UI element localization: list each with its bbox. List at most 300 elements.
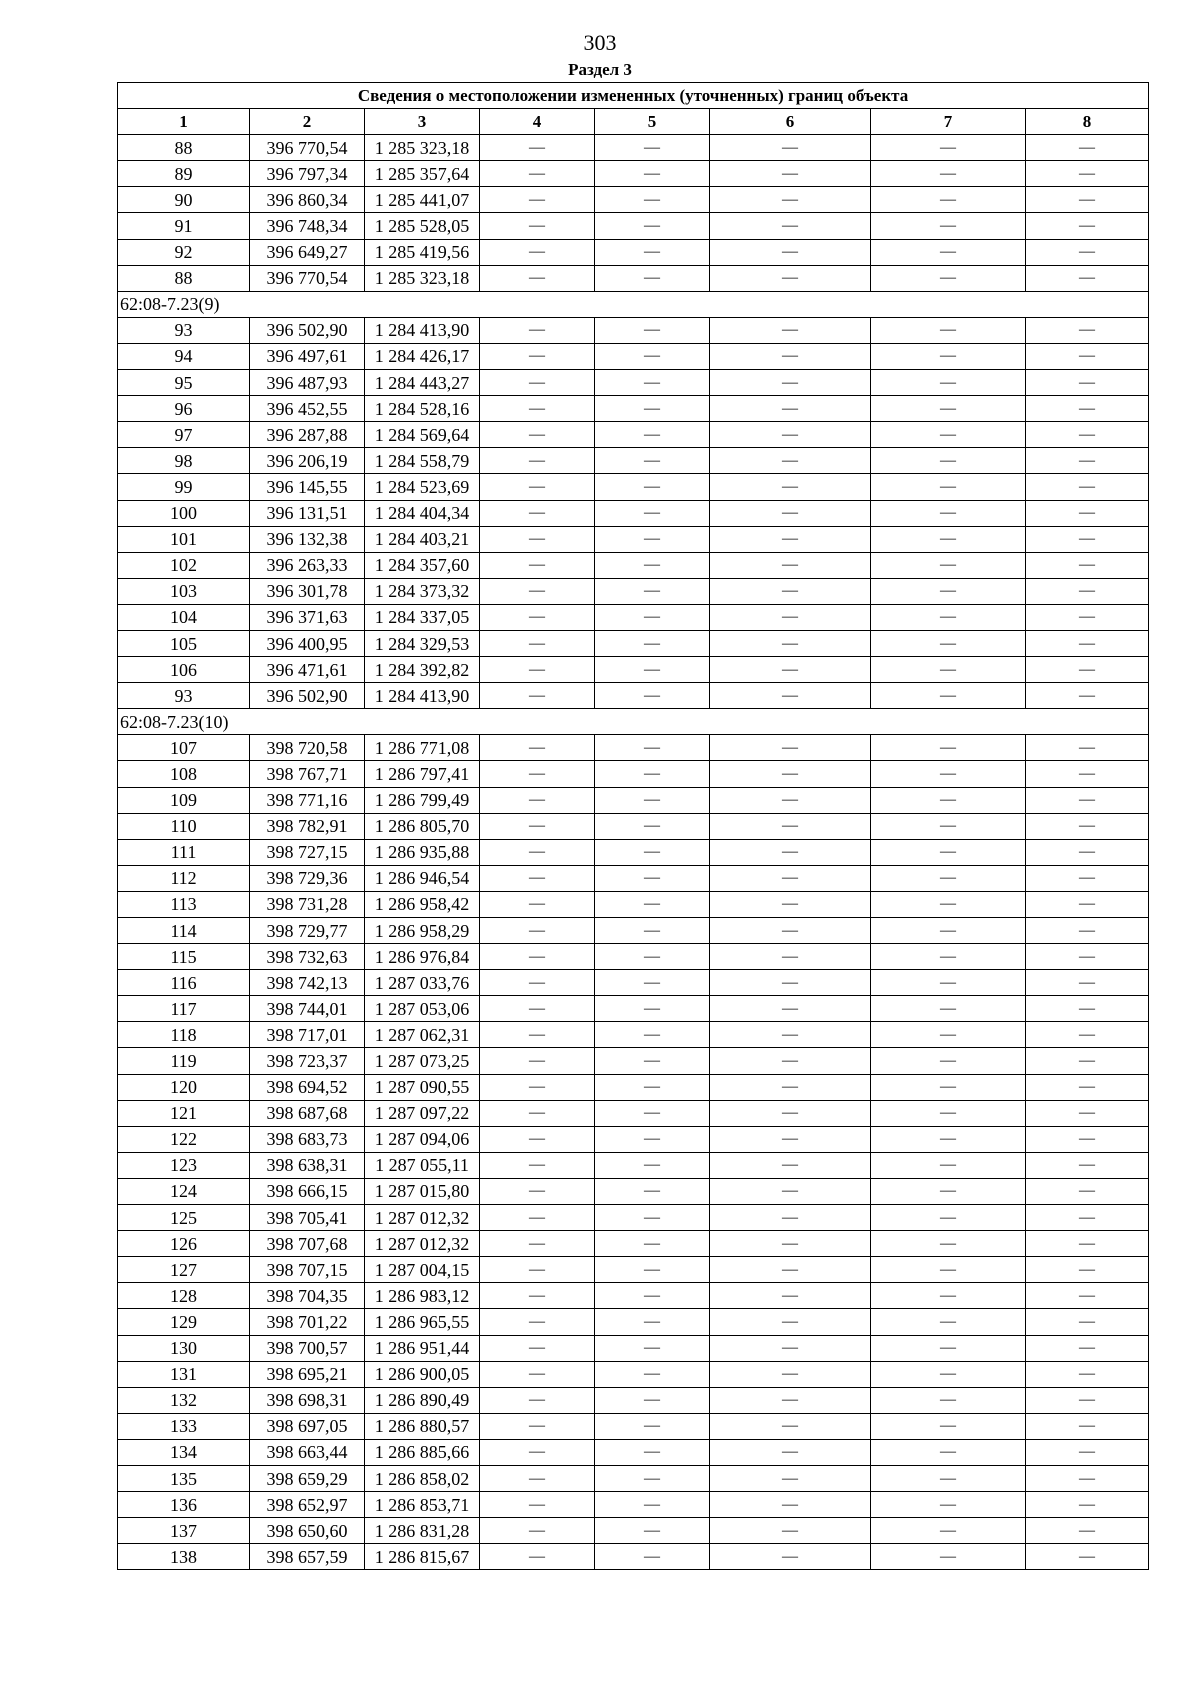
empty-value-cell: — [710, 578, 871, 604]
x-coordinate-cell: 396 487,93 [250, 370, 365, 396]
empty-value-cell: — [595, 239, 710, 265]
empty-value-cell: — [1026, 865, 1149, 891]
empty-value-cell: — [1026, 161, 1149, 187]
y-coordinate-cell: 1 286 946,54 [365, 865, 480, 891]
y-coordinate-cell: 1 286 951,44 [365, 1335, 480, 1361]
empty-value-cell: — [480, 735, 595, 761]
empty-value-cell: — [710, 1518, 871, 1544]
x-coordinate-cell: 398 652,97 [250, 1492, 365, 1518]
empty-value-cell: — [595, 1439, 710, 1465]
point-number-cell: 93 [118, 683, 250, 709]
x-coordinate-cell: 398 695,21 [250, 1361, 365, 1387]
empty-value-cell: — [595, 813, 710, 839]
y-coordinate-cell: 1 284 569,64 [365, 422, 480, 448]
empty-value-cell: — [595, 1100, 710, 1126]
empty-value-cell: — [480, 970, 595, 996]
column-number-row [118, 109, 1149, 135]
table-row [118, 1205, 1149, 1231]
y-coordinate-cell: 1 284 413,90 [365, 683, 480, 709]
empty-value-cell: — [871, 657, 1026, 683]
table-row [118, 944, 1149, 970]
point-number-cell: 125 [118, 1205, 250, 1231]
empty-value-cell: — [480, 187, 595, 213]
table-row [118, 1231, 1149, 1257]
empty-value-cell: — [710, 1283, 871, 1309]
empty-value-cell: — [710, 1205, 871, 1231]
empty-value-cell: — [871, 1413, 1026, 1439]
empty-value-cell: — [1026, 1074, 1149, 1100]
point-number-cell: 130 [118, 1335, 250, 1361]
y-coordinate-cell: 1 286 958,42 [365, 891, 480, 917]
empty-value-cell: — [710, 1309, 871, 1335]
point-number-cell: 89 [118, 161, 250, 187]
point-number-cell: 121 [118, 1100, 250, 1126]
empty-value-cell: — [1026, 1492, 1149, 1518]
empty-value-cell: — [595, 1178, 710, 1204]
page-number: 303 [583, 30, 617, 55]
empty-value-cell: — [595, 552, 710, 578]
point-number-cell: 106 [118, 657, 250, 683]
table-row [118, 1361, 1149, 1387]
x-coordinate-cell: 398 704,35 [250, 1283, 365, 1309]
table-row [118, 1048, 1149, 1074]
table-row [118, 1387, 1149, 1413]
y-coordinate-cell: 1 286 831,28 [365, 1518, 480, 1544]
x-coordinate-cell: 398 700,57 [250, 1335, 365, 1361]
empty-value-cell: — [480, 813, 595, 839]
empty-value-cell: — [480, 239, 595, 265]
point-number-cell: 107 [118, 735, 250, 761]
table-row [118, 630, 1149, 656]
empty-value-cell: — [480, 422, 595, 448]
empty-value-cell: — [710, 1048, 871, 1074]
table-row [118, 552, 1149, 578]
point-number-cell: 138 [118, 1544, 250, 1570]
empty-value-cell: — [480, 343, 595, 369]
empty-value-cell: — [871, 552, 1026, 578]
point-number-cell: 103 [118, 578, 250, 604]
y-coordinate-cell: 1 287 012,32 [365, 1231, 480, 1257]
empty-value-cell: — [710, 865, 871, 891]
empty-value-cell: — [710, 1257, 871, 1283]
table-row [118, 1126, 1149, 1152]
parcel-number: 62:08-7.23(10) [118, 709, 1149, 735]
empty-value-cell: — [480, 604, 595, 630]
empty-value-cell: — [871, 1492, 1026, 1518]
empty-value-cell: — [1026, 1100, 1149, 1126]
empty-value-cell: — [871, 813, 1026, 839]
empty-value-cell: — [710, 604, 871, 630]
x-coordinate-cell: 398 771,16 [250, 787, 365, 813]
column-number: 3 [365, 109, 480, 135]
x-coordinate-cell: 398 659,29 [250, 1465, 365, 1491]
table-row [118, 1152, 1149, 1178]
empty-value-cell: — [871, 448, 1026, 474]
empty-value-cell: — [595, 1413, 710, 1439]
x-coordinate-cell: 398 720,58 [250, 735, 365, 761]
empty-value-cell: — [595, 1126, 710, 1152]
x-coordinate-cell: 398 744,01 [250, 996, 365, 1022]
empty-value-cell: — [871, 1439, 1026, 1465]
table-row [118, 265, 1149, 291]
x-coordinate-cell: 398 729,77 [250, 918, 365, 944]
empty-value-cell: — [1026, 657, 1149, 683]
empty-value-cell: — [480, 1074, 595, 1100]
column-number: 5 [595, 109, 710, 135]
table-row [118, 1283, 1149, 1309]
table-row [118, 1518, 1149, 1544]
x-coordinate-cell: 396 452,55 [250, 396, 365, 422]
y-coordinate-cell: 1 284 404,34 [365, 500, 480, 526]
empty-value-cell: — [1026, 839, 1149, 865]
point-number-cell: 117 [118, 996, 250, 1022]
x-coordinate-cell: 398 638,31 [250, 1152, 365, 1178]
empty-value-cell: — [710, 1100, 871, 1126]
y-coordinate-cell: 1 287 062,31 [365, 1022, 480, 1048]
empty-value-cell: — [871, 604, 1026, 630]
y-coordinate-cell: 1 285 357,64 [365, 161, 480, 187]
empty-value-cell: — [710, 1439, 871, 1465]
x-coordinate-cell: 398 697,05 [250, 1413, 365, 1439]
x-coordinate-cell: 398 705,41 [250, 1205, 365, 1231]
empty-value-cell: — [710, 683, 871, 709]
point-number-cell: 90 [118, 187, 250, 213]
empty-value-cell: — [871, 970, 1026, 996]
empty-value-cell: — [480, 1309, 595, 1335]
empty-value-cell: — [595, 135, 710, 161]
point-number-cell: 113 [118, 891, 250, 917]
empty-value-cell: — [480, 1022, 595, 1048]
empty-value-cell: — [710, 1152, 871, 1178]
empty-value-cell: — [710, 918, 871, 944]
y-coordinate-cell: 1 284 392,82 [365, 657, 480, 683]
empty-value-cell: — [480, 1387, 595, 1413]
point-number-cell: 119 [118, 1048, 250, 1074]
empty-value-cell: — [1026, 1126, 1149, 1152]
empty-value-cell: — [1026, 1335, 1149, 1361]
point-number-cell: 126 [118, 1231, 250, 1257]
empty-value-cell: — [480, 370, 595, 396]
empty-value-cell: — [1026, 1387, 1149, 1413]
empty-value-cell: — [595, 630, 710, 656]
empty-value-cell: — [710, 996, 871, 1022]
table-row [118, 1544, 1149, 1570]
empty-value-cell: — [710, 135, 871, 161]
y-coordinate-cell: 1 284 426,17 [365, 343, 480, 369]
empty-value-cell: — [595, 448, 710, 474]
point-number-cell: 93 [118, 317, 250, 343]
empty-value-cell: — [1026, 526, 1149, 552]
point-number-cell: 128 [118, 1283, 250, 1309]
table-row [118, 891, 1149, 917]
empty-value-cell: — [710, 1022, 871, 1048]
x-coordinate-cell: 398 707,15 [250, 1257, 365, 1283]
table-row [118, 996, 1149, 1022]
empty-value-cell: — [595, 1387, 710, 1413]
empty-value-cell: — [595, 1518, 710, 1544]
point-number-cell: 132 [118, 1387, 250, 1413]
empty-value-cell: — [871, 1231, 1026, 1257]
empty-value-cell: — [595, 1152, 710, 1178]
point-number-cell: 99 [118, 474, 250, 500]
y-coordinate-cell: 1 286 799,49 [365, 787, 480, 813]
empty-value-cell: — [710, 526, 871, 552]
table-row [118, 187, 1149, 213]
point-number-cell: 102 [118, 552, 250, 578]
table-caption-row [118, 83, 1149, 109]
y-coordinate-cell: 1 286 890,49 [365, 1387, 480, 1413]
empty-value-cell: — [871, 474, 1026, 500]
empty-value-cell: — [480, 630, 595, 656]
empty-value-cell: — [1026, 996, 1149, 1022]
empty-value-cell: — [480, 552, 595, 578]
point-number-cell: 95 [118, 370, 250, 396]
empty-value-cell: — [1026, 135, 1149, 161]
empty-value-cell: — [871, 187, 1026, 213]
empty-value-cell: — [595, 1309, 710, 1335]
empty-value-cell: — [710, 187, 871, 213]
table-row [118, 657, 1149, 683]
empty-value-cell: — [1026, 1205, 1149, 1231]
empty-value-cell: — [1026, 578, 1149, 604]
column-number: 2 [250, 109, 365, 135]
empty-value-cell: — [595, 970, 710, 996]
table-row [118, 1413, 1149, 1439]
empty-value-cell: — [1026, 1178, 1149, 1204]
table-row [118, 970, 1149, 996]
empty-value-cell: — [1026, 761, 1149, 787]
empty-value-cell: — [871, 630, 1026, 656]
empty-value-cell: — [595, 944, 710, 970]
empty-value-cell: — [710, 1361, 871, 1387]
table-row [118, 1100, 1149, 1126]
empty-value-cell: — [710, 370, 871, 396]
empty-value-cell: — [710, 813, 871, 839]
empty-value-cell: — [480, 761, 595, 787]
empty-value-cell: — [871, 735, 1026, 761]
point-number-cell: 101 [118, 526, 250, 552]
table-caption: Сведения о местоположении измененных (уточненных) границ объекта [118, 83, 1149, 109]
point-number-cell: 94 [118, 343, 250, 369]
y-coordinate-cell: 1 286 880,57 [365, 1413, 480, 1439]
empty-value-cell: — [480, 657, 595, 683]
x-coordinate-cell: 398 729,36 [250, 865, 365, 891]
empty-value-cell: — [480, 1283, 595, 1309]
x-coordinate-cell: 398 683,73 [250, 1126, 365, 1152]
empty-value-cell: — [871, 526, 1026, 552]
table-row [118, 1309, 1149, 1335]
y-coordinate-cell: 1 287 090,55 [365, 1074, 480, 1100]
empty-value-cell: — [871, 891, 1026, 917]
point-number-cell: 124 [118, 1178, 250, 1204]
empty-value-cell: — [595, 657, 710, 683]
point-number-cell: 108 [118, 761, 250, 787]
empty-value-cell: — [480, 1413, 595, 1439]
empty-value-cell: — [871, 1335, 1026, 1361]
point-number-cell: 109 [118, 787, 250, 813]
table-row [118, 343, 1149, 369]
point-number-cell: 137 [118, 1518, 250, 1544]
empty-value-cell: — [1026, 552, 1149, 578]
y-coordinate-cell: 1 286 853,71 [365, 1492, 480, 1518]
empty-value-cell: — [1026, 474, 1149, 500]
point-number-cell: 92 [118, 239, 250, 265]
empty-value-cell: — [480, 578, 595, 604]
empty-value-cell: — [595, 839, 710, 865]
y-coordinate-cell: 1 284 528,16 [365, 396, 480, 422]
table-row [118, 161, 1149, 187]
point-number-cell: 110 [118, 813, 250, 839]
empty-value-cell: — [480, 526, 595, 552]
empty-value-cell: — [871, 161, 1026, 187]
empty-value-cell: — [480, 683, 595, 709]
empty-value-cell: — [871, 839, 1026, 865]
boundary-coordinates-table [117, 82, 1149, 1570]
table-row [118, 1074, 1149, 1100]
parcel-number: 62:08-7.23(9) [118, 291, 1149, 317]
empty-value-cell: — [480, 396, 595, 422]
empty-value-cell: — [1026, 1257, 1149, 1283]
empty-value-cell: — [871, 213, 1026, 239]
empty-value-cell: — [480, 918, 595, 944]
x-coordinate-cell: 396 131,51 [250, 500, 365, 526]
empty-value-cell: — [595, 604, 710, 630]
empty-value-cell: — [480, 265, 595, 291]
empty-value-cell: — [1026, 1283, 1149, 1309]
empty-value-cell: — [595, 683, 710, 709]
empty-value-cell: — [710, 1126, 871, 1152]
point-number-cell: 118 [118, 1022, 250, 1048]
point-number-cell: 123 [118, 1152, 250, 1178]
empty-value-cell: — [710, 630, 871, 656]
x-coordinate-cell: 396 301,78 [250, 578, 365, 604]
empty-value-cell: — [871, 317, 1026, 343]
y-coordinate-cell: 1 286 900,05 [365, 1361, 480, 1387]
y-coordinate-cell: 1 287 073,25 [365, 1048, 480, 1074]
x-coordinate-cell: 396 860,34 [250, 187, 365, 213]
x-coordinate-cell: 396 263,33 [250, 552, 365, 578]
x-coordinate-cell: 396 797,34 [250, 161, 365, 187]
empty-value-cell: — [871, 370, 1026, 396]
x-coordinate-cell: 398 698,31 [250, 1387, 365, 1413]
point-number-cell: 131 [118, 1361, 250, 1387]
table-row [118, 317, 1149, 343]
empty-value-cell: — [480, 1100, 595, 1126]
y-coordinate-cell: 1 286 965,55 [365, 1309, 480, 1335]
empty-value-cell: — [595, 865, 710, 891]
point-number-cell: 88 [118, 265, 250, 291]
empty-value-cell: — [710, 787, 871, 813]
empty-value-cell: — [1026, 970, 1149, 996]
y-coordinate-cell: 1 286 976,84 [365, 944, 480, 970]
empty-value-cell: — [480, 1178, 595, 1204]
column-number: 6 [710, 109, 871, 135]
x-coordinate-cell: 398 727,15 [250, 839, 365, 865]
empty-value-cell: — [595, 213, 710, 239]
empty-value-cell: — [871, 1544, 1026, 1570]
empty-value-cell: — [871, 396, 1026, 422]
empty-value-cell: — [871, 1518, 1026, 1544]
empty-value-cell: — [595, 996, 710, 1022]
empty-value-cell: — [1026, 396, 1149, 422]
point-number-cell: 114 [118, 918, 250, 944]
point-number-cell: 111 [118, 839, 250, 865]
empty-value-cell: — [595, 1361, 710, 1387]
empty-value-cell: — [1026, 604, 1149, 630]
empty-value-cell: — [871, 761, 1026, 787]
point-number-cell: 88 [118, 135, 250, 161]
y-coordinate-cell: 1 286 771,08 [365, 735, 480, 761]
x-coordinate-cell: 398 701,22 [250, 1309, 365, 1335]
empty-value-cell: — [595, 761, 710, 787]
empty-value-cell: — [1026, 683, 1149, 709]
empty-value-cell: — [1026, 1048, 1149, 1074]
empty-value-cell: — [595, 918, 710, 944]
y-coordinate-cell: 1 285 441,07 [365, 187, 480, 213]
table-row [118, 604, 1149, 630]
empty-value-cell: — [1026, 265, 1149, 291]
x-coordinate-cell: 396 770,54 [250, 135, 365, 161]
empty-value-cell: — [871, 1048, 1026, 1074]
x-coordinate-cell: 398 767,71 [250, 761, 365, 787]
y-coordinate-cell: 1 285 528,05 [365, 213, 480, 239]
empty-value-cell: — [595, 578, 710, 604]
y-coordinate-cell: 1 284 558,79 [365, 448, 480, 474]
empty-value-cell: — [1026, 187, 1149, 213]
empty-value-cell: — [1026, 1022, 1149, 1048]
column-number: 8 [1026, 109, 1149, 135]
empty-value-cell: — [871, 422, 1026, 448]
empty-value-cell: — [480, 500, 595, 526]
table-row [118, 1492, 1149, 1518]
empty-value-cell: — [595, 370, 710, 396]
empty-value-cell: — [1026, 343, 1149, 369]
x-coordinate-cell: 398 782,91 [250, 813, 365, 839]
empty-value-cell: — [1026, 500, 1149, 526]
empty-value-cell: — [1026, 1465, 1149, 1491]
group-header-row [118, 291, 1149, 317]
table-row [118, 735, 1149, 761]
empty-value-cell: — [1026, 1413, 1149, 1439]
empty-value-cell: — [871, 1387, 1026, 1413]
empty-value-cell: — [480, 317, 595, 343]
point-number-cell: 134 [118, 1439, 250, 1465]
empty-value-cell: — [1026, 213, 1149, 239]
y-coordinate-cell: 1 285 419,56 [365, 239, 480, 265]
y-coordinate-cell: 1 286 983,12 [365, 1283, 480, 1309]
empty-value-cell: — [480, 1126, 595, 1152]
point-number-cell: 91 [118, 213, 250, 239]
empty-value-cell: — [595, 1048, 710, 1074]
empty-value-cell: — [710, 761, 871, 787]
table-row [118, 422, 1149, 448]
empty-value-cell: — [710, 474, 871, 500]
table-row [118, 813, 1149, 839]
table-row [118, 1257, 1149, 1283]
table-row [118, 761, 1149, 787]
empty-value-cell: — [1026, 317, 1149, 343]
empty-value-cell: — [710, 448, 871, 474]
empty-value-cell: — [480, 1518, 595, 1544]
y-coordinate-cell: 1 284 373,32 [365, 578, 480, 604]
empty-value-cell: — [595, 1231, 710, 1257]
empty-value-cell: — [595, 187, 710, 213]
empty-value-cell: — [871, 1283, 1026, 1309]
empty-value-cell: — [710, 1231, 871, 1257]
empty-value-cell: — [710, 1544, 871, 1570]
y-coordinate-cell: 1 286 958,29 [365, 918, 480, 944]
table-row [118, 370, 1149, 396]
